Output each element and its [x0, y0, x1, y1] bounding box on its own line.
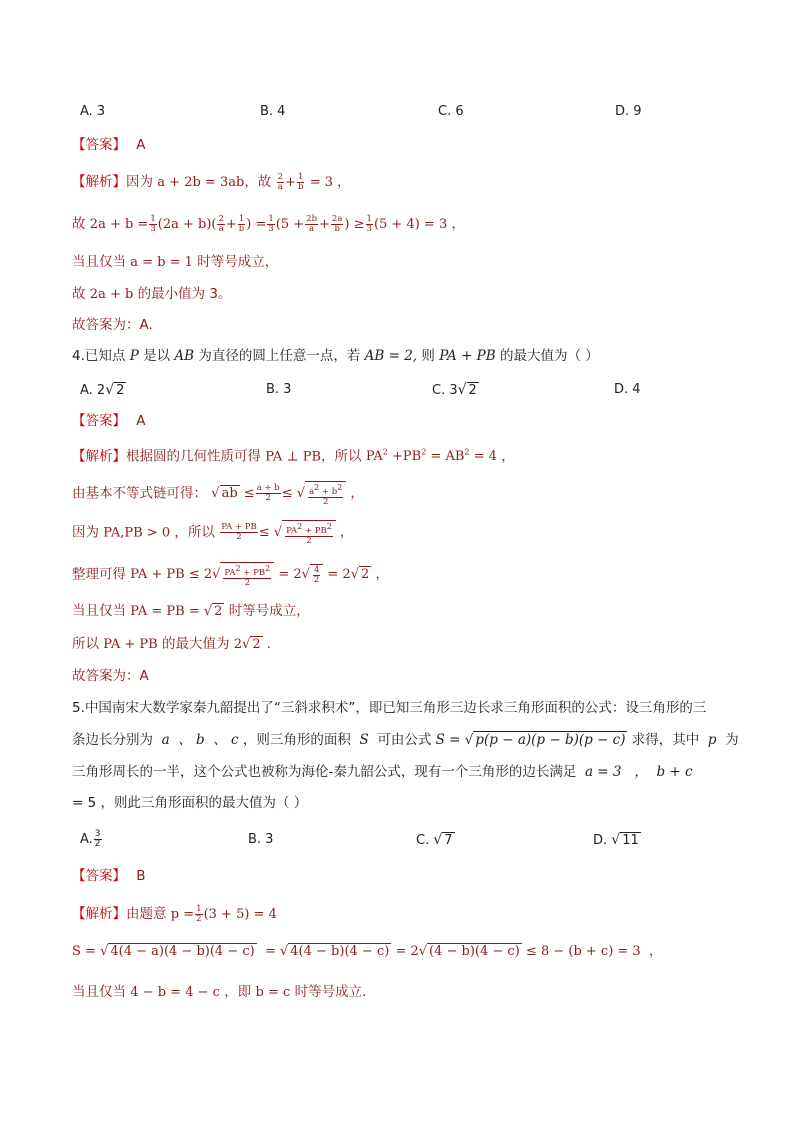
- analysis-text: 因为: [72, 524, 99, 541]
- q4-analysis-line4: [72, 562, 388, 588]
- analysis-text: 由基本不等式链可得：: [72, 485, 207, 502]
- math-expr: a = b = 1: [130, 255, 193, 270]
- q3-option-b: B. 4: [260, 104, 286, 119]
- analysis-text: 时等号成立，: [228, 603, 310, 619]
- stem-math: AB: [174, 348, 195, 364]
- analysis-text: 故: [72, 216, 86, 232]
- heron-formula: S = √ p(p − a)(p − b)(p − c): [435, 732, 626, 748]
- q4-option-c: C. 3√ 2: [432, 382, 477, 398]
- stem-text: 4.已知点: [72, 348, 126, 364]
- q3-conclusion: 故答案为：A.: [72, 317, 153, 333]
- option-label: A. 2: [80, 383, 106, 398]
- analysis-tag: 【解析】: [72, 906, 126, 922]
- q3-option-a: A. 3: [80, 104, 106, 119]
- math-equality: PA = PB = √ 2: [130, 604, 223, 619]
- stem-text: 的最大值为（ ）: [499, 348, 599, 364]
- analysis-text: ，所以: [321, 448, 362, 465]
- q5-analysis-line1: [72, 904, 277, 925]
- q5-stem-line2: [72, 730, 739, 750]
- answer-tag: 【答案】: [72, 137, 126, 153]
- stem-text: 是以: [143, 348, 171, 364]
- math-semiperimeter: p = $\frac{1}{2}$ (3 + 5) = 4: [170, 904, 277, 924]
- math-expr: PA ⊥ PB: [265, 449, 322, 465]
- stem-text: 可由公式: [377, 732, 432, 748]
- stem-text: 条边长分别为: [72, 732, 153, 748]
- q5-option-b: B. 3: [248, 832, 274, 847]
- q5-analysis-line3: [72, 982, 366, 1003]
- math-inequality: $\frac{PA + PB}{2}$ ≤ √ $\frac{PA^2 + PB^2}{2}$ ，: [221, 522, 353, 546]
- analysis-text: 当且仅当: [72, 603, 126, 619]
- q4-analysis-line5: [72, 601, 310, 622]
- analysis-text: 故: [72, 286, 86, 302]
- q4-analysis-line3: [72, 520, 353, 546]
- q3-answer: [72, 135, 146, 155]
- answer-value: B: [136, 868, 146, 884]
- math-result: PA + PB ≤ 2√ $\frac{PA^2 + PB^2}{2}$ = 2√ $\frac{4}{2}$ = 2√ 2 ，: [130, 564, 389, 588]
- stem-math: AB = 2,: [364, 348, 418, 364]
- q3-option-d: D. 9: [615, 104, 642, 119]
- q4-analysis-line2: [72, 481, 363, 507]
- q3-analysis-line4: [72, 284, 232, 305]
- option-label: C. 3: [432, 383, 458, 398]
- stem-math: p: [703, 732, 721, 748]
- stem-text: 为: [725, 732, 739, 748]
- q5-analysis-line2: [72, 941, 662, 962]
- math-max: 2√ 2 .: [233, 637, 271, 652]
- stem-text: 则: [421, 348, 435, 364]
- analysis-text: ，即: [224, 984, 252, 1000]
- q3-analysis-line3: [72, 252, 278, 273]
- math-pythag: $PA^2 +PB^2 = AB^2 = 4$: [365, 448, 497, 465]
- q3-option-c: C. 6: [438, 104, 464, 119]
- q4-stem: [72, 346, 599, 366]
- analysis-tag: 【解析】: [72, 448, 126, 465]
- analysis-text: 的最小值为 3。: [137, 286, 232, 302]
- q4-conclusion: 故答案为：A: [72, 668, 149, 684]
- answer-tag: 【答案】: [72, 868, 126, 884]
- analysis-text: 所以: [72, 636, 99, 652]
- analysis-text: 的最大值为: [162, 636, 230, 652]
- math-area-bound: S = √ 4(4 − a)(4 − b)(4 − c) = √ 4(4 − b)(4 − c) = 2√ (4 − b)(4 − c) ≤ 8 − (b + c) = 3 ，: [72, 944, 662, 959]
- analysis-text: 根据圆的几何性质可得: [126, 448, 261, 465]
- answer-value: A: [136, 413, 146, 429]
- option-label: D.: [593, 833, 608, 848]
- analysis-tag: 【解析】: [72, 174, 126, 190]
- answer-value: A: [136, 137, 146, 153]
- analysis-text: 因为: [126, 174, 153, 190]
- math-inequality-chain: √ ab ≤ $\frac{a + b}{2}$ ≤ √ $\frac{a^2 + b^2}{2}$ ，: [211, 483, 364, 507]
- q5-option-a: A. $\frac{3}{2}$: [80, 829, 101, 849]
- math-expr: PA,PB > 0: [103, 525, 171, 541]
- analysis-text: 当且仅当: [72, 984, 126, 1000]
- q5-stem-line3: [72, 762, 693, 782]
- q5-option-d: D. √ 11: [593, 832, 639, 848]
- stem-math: a 、 b 、 c: [157, 732, 239, 748]
- math-derivation: 2a + b = $\frac{1}{3}$ (2a + b)( $\frac{2}{a}$ + $\frac{1}{b}$ ) = $\frac{1}{3}$ (5 + $\frac{2b}{a}$ + $\frac{2a}{b}$ ) ≥ $\frac{1}{3}$ (5 + 4) = 3: [89, 214, 448, 234]
- math-expr: 2a + b: [89, 287, 134, 302]
- stem-math: P: [129, 348, 139, 364]
- analysis-text: 由题意: [126, 906, 167, 922]
- q5-option-c: C. √ 7: [416, 832, 453, 848]
- stem-math: PA + PB: [439, 348, 496, 364]
- analysis-text: ，: [501, 448, 515, 465]
- analysis-text: ，所以: [174, 524, 215, 541]
- q5-stem-line1: 5.中国南宋大数学家秦九韶提出了“三斜求积术”，即已知三角形三边长求三角形面积的公式：设三角形的三: [72, 700, 707, 716]
- analysis-text: ，故: [244, 174, 272, 190]
- option-label: A.: [80, 832, 93, 847]
- q4-option-a: A. 2√ 2: [80, 382, 125, 398]
- math-frac-sum: $\frac{2}{a}$ + $\frac{1}{b}$: [277, 172, 304, 192]
- q4-option-b: B. 3: [266, 382, 292, 397]
- analysis-text: 时等号成立，: [197, 254, 279, 270]
- q4-option-d: D. 4: [614, 382, 641, 397]
- stem-math: a = 3 ， b + c: [580, 764, 693, 780]
- answer-tag: 【答案】: [72, 413, 126, 429]
- q5-stem-line4: = 5 ，则此三角形面积的最大值为（ ）: [72, 795, 308, 811]
- q5-answer: [72, 866, 146, 886]
- stem-text: 求得，其中: [631, 732, 700, 748]
- stem-math: S: [355, 732, 374, 748]
- stem-text: ，则三角形的面积: [242, 732, 351, 748]
- stem-text: 三角形周长的一半，这个公式也被称为海伦-秦九韶公式，现有一个三角形的边长满足: [72, 764, 577, 780]
- math-equality: b = c: [255, 985, 291, 1000]
- option-label: C.: [416, 833, 430, 848]
- math-expr: = 3 ，: [309, 175, 351, 190]
- q4-analysis-line6: [72, 634, 271, 655]
- math-equality: 4 − b = 4 − c: [130, 985, 220, 1000]
- analysis-text: ，: [451, 216, 466, 232]
- math-expr: PA + PB: [103, 637, 158, 652]
- math-expr: a + 2b = 3ab: [157, 175, 245, 190]
- analysis-text: 整理可得: [72, 566, 126, 583]
- q3-analysis-line2: [72, 214, 465, 235]
- analysis-text: 当且仅当: [72, 254, 126, 270]
- analysis-text: 时等号成立.: [294, 984, 367, 1000]
- q4-answer: [72, 411, 146, 431]
- q3-analysis-line1: [72, 172, 350, 193]
- stem-text: 为直径的圆上任意一点，若: [198, 348, 361, 364]
- q4-analysis-line1: [72, 443, 515, 467]
